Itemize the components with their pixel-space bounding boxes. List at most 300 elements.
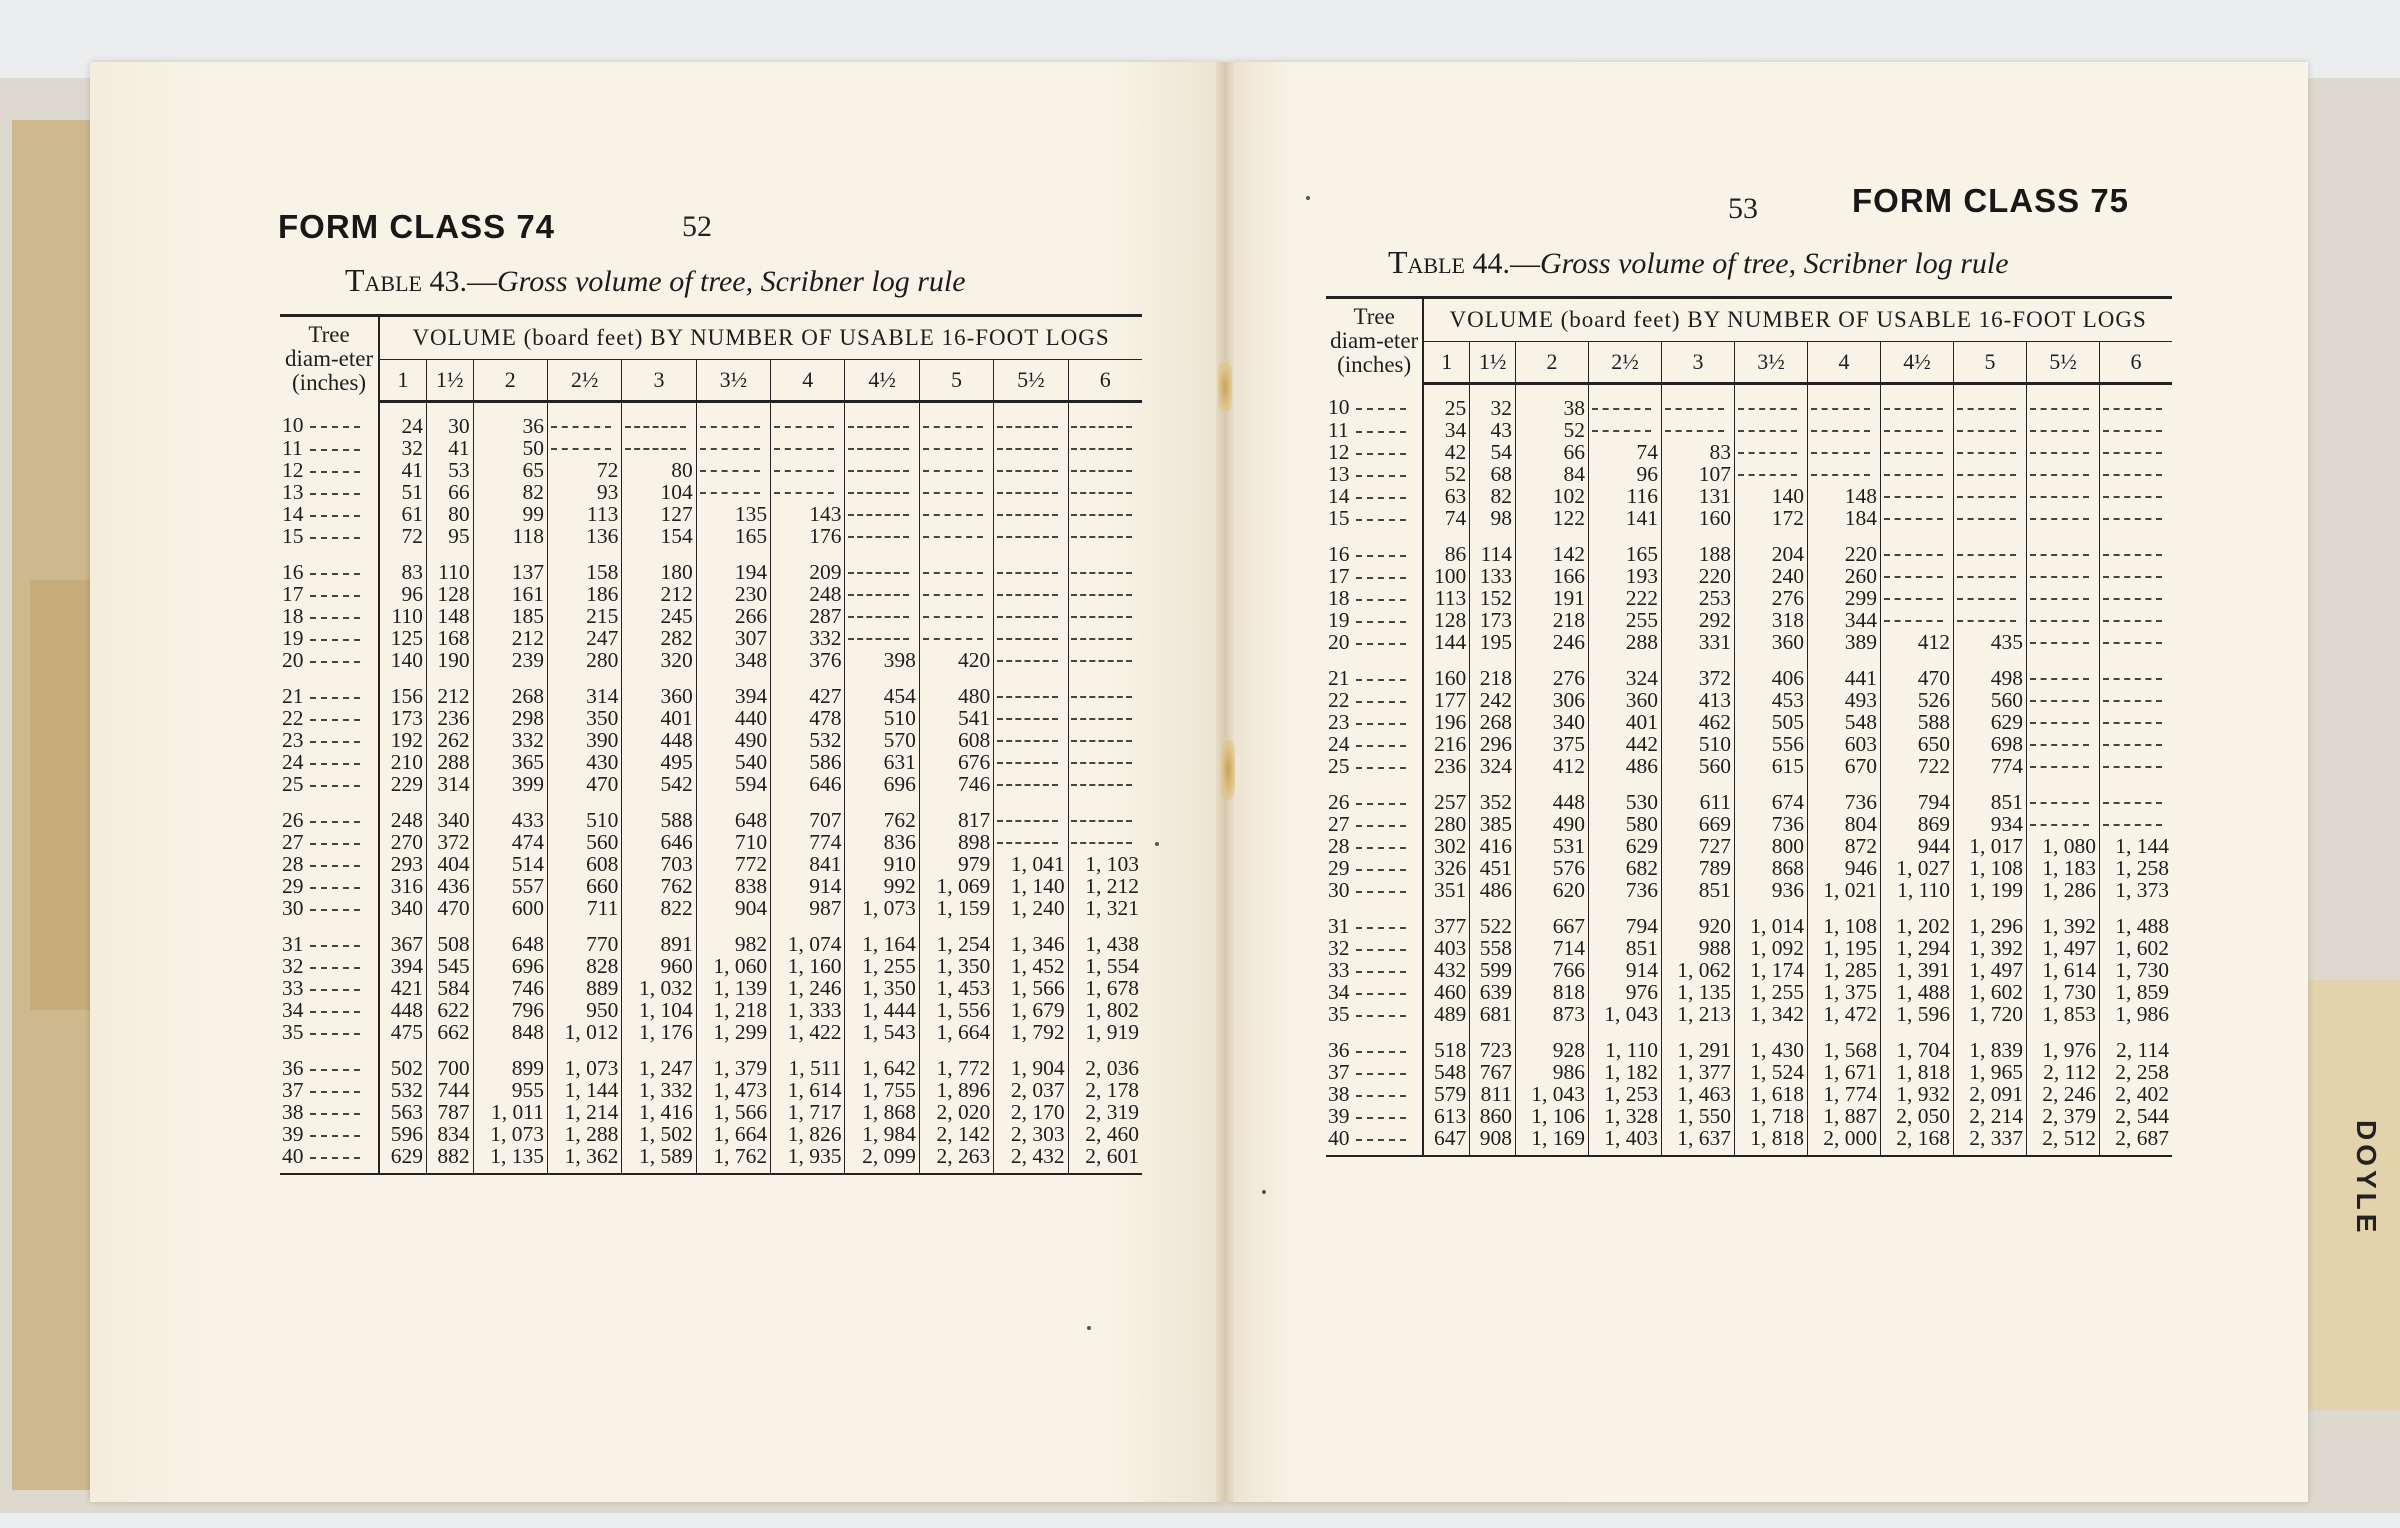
- tree-diameter-cell: [280, 1101, 379, 1123]
- dash-rule: [2030, 576, 2089, 578]
- tree-diameter-cell: [1326, 791, 1423, 813]
- volume-cell: 128: [1423, 609, 1469, 631]
- log-count-header: 1: [1423, 341, 1469, 383]
- volume-cell: 280: [1423, 813, 1469, 835]
- volume-cell: 372: [426, 831, 473, 853]
- volume-cell: 406: [1735, 667, 1808, 689]
- page-speck: [1155, 842, 1159, 846]
- volume-cell: 180: [622, 561, 696, 583]
- volume-cell: 1, 043: [1589, 1003, 1662, 1025]
- tree-diameter-value: 35: [1328, 1001, 1350, 1026]
- tree-diameter-cell: [280, 955, 379, 977]
- dash-rule: [1738, 452, 1797, 454]
- tree-diameter-value: 30: [282, 895, 304, 920]
- volume-cell: 1, 032: [622, 977, 696, 999]
- volume-cell: 1, 362: [547, 1145, 621, 1174]
- volume-cell: 541: [919, 707, 993, 729]
- volume-cell: 143: [771, 503, 845, 525]
- empty-volume-cell: [994, 605, 1068, 627]
- dash-rule: [2030, 700, 2089, 702]
- dash-rule: [1071, 842, 1132, 844]
- volume-cell: 696: [473, 955, 547, 977]
- empty-volume-cell: [845, 627, 919, 649]
- volume-cell: 421: [379, 977, 426, 999]
- volume-cell: 216: [1423, 733, 1469, 755]
- tree-diameter-value: 10: [1328, 394, 1350, 419]
- volume-cell: 811: [1470, 1083, 1516, 1105]
- tree-diameter-value: 38: [282, 1099, 304, 1124]
- volume-cell: 603: [1808, 733, 1881, 755]
- table-row: [1326, 1061, 2172, 1083]
- leader-dots: [310, 821, 360, 823]
- volume-cell: 1, 144: [2115, 833, 2169, 858]
- dash-rule: [997, 784, 1058, 786]
- leader-dots: [1356, 1095, 1406, 1097]
- dash-rule: [848, 594, 909, 596]
- tree-diameter-cell: [1326, 733, 1423, 755]
- volume-cell: 1, 379: [696, 1057, 770, 1079]
- volume-cell: 498: [1954, 667, 2027, 689]
- tree-diameter-cell: [1326, 587, 1423, 609]
- table-caption-text: Gross volume of tree, Scribner log rule: [497, 265, 966, 298]
- dash-rule: [551, 448, 612, 450]
- dash-rule: [1957, 576, 2016, 578]
- empty-volume-cell: [2027, 543, 2100, 565]
- volume-cell: 2, 099: [845, 1145, 919, 1174]
- tree-diameter-cell: [1326, 689, 1423, 711]
- volume-cell: 648: [696, 809, 770, 831]
- volume-cell: 394: [696, 685, 770, 707]
- group-spacer: [280, 671, 1142, 685]
- volume-cell: 2, 432: [994, 1145, 1068, 1174]
- tree-diameter-cell: [280, 773, 379, 795]
- dash-rule: [2030, 824, 2089, 826]
- table-caption-number: 43.—: [422, 265, 497, 298]
- table-row: [1326, 733, 2172, 755]
- leader-dots: [310, 887, 360, 889]
- table-row: [1326, 543, 2172, 565]
- dash-rule: [997, 660, 1058, 662]
- leader-dots: [1356, 497, 1406, 499]
- volume-cell: 318: [1735, 609, 1808, 631]
- table-row: [1326, 791, 2172, 813]
- volume-cell: 1, 169: [1516, 1127, 1589, 1156]
- volume-cell: 122: [1516, 507, 1589, 529]
- volume-cell: 427: [771, 685, 845, 707]
- volume-cell: 82: [473, 481, 547, 503]
- volume-cell: 474: [473, 831, 547, 853]
- dash-rule: [997, 740, 1058, 742]
- volume-cell: 166: [1516, 565, 1589, 587]
- log-count-header: 3: [622, 359, 696, 401]
- volume-cell: 292: [1662, 609, 1735, 631]
- dash-rule: [848, 492, 909, 494]
- table-row: [280, 853, 1142, 875]
- volume-cell: 192: [379, 729, 426, 751]
- tree-diameter-cell: [1326, 565, 1423, 587]
- volume-cell: 135: [696, 503, 770, 525]
- volume-cell: 43: [1470, 419, 1516, 441]
- dash-rule: [1071, 426, 1132, 428]
- table-row: [280, 999, 1142, 1021]
- table-row: [1326, 463, 2172, 485]
- page-number: 53: [1728, 192, 1758, 225]
- volume-cell: 1, 720: [1954, 1003, 2027, 1025]
- tree-diameter-cell: [1326, 1003, 1423, 1025]
- volume-cell: 470: [547, 773, 621, 795]
- volume-cell: 72: [379, 525, 426, 547]
- dash-rule: [1957, 430, 2016, 432]
- volume-cell: 262: [426, 729, 473, 751]
- leader-dots: [1356, 599, 1406, 601]
- volume-cell: 293: [379, 853, 426, 875]
- leader-dots: [310, 763, 360, 765]
- volume-cell: 454: [845, 685, 919, 707]
- volume-cell: 1, 240: [994, 897, 1068, 919]
- tree-diameter-value: 19: [1328, 607, 1350, 632]
- tree-diameter-value: 29: [282, 873, 304, 898]
- volume-cell: 125: [379, 627, 426, 649]
- volume-cell: 1, 818: [1735, 1127, 1808, 1156]
- dash-rule: [997, 572, 1058, 574]
- volume-cell: 107: [1662, 463, 1735, 485]
- volume-cell: 1, 416: [622, 1101, 696, 1123]
- volume-cell: 1, 350: [919, 955, 993, 977]
- volume-cell: 976: [1589, 981, 1662, 1003]
- volume-cell: 703: [622, 853, 696, 875]
- empty-volume-cell: [696, 437, 770, 459]
- empty-volume-cell: [1068, 831, 1142, 853]
- empty-volume-cell: [2100, 463, 2172, 485]
- volume-cell: 2, 601: [1068, 1145, 1142, 1174]
- volume-cell: 774: [1954, 755, 2027, 777]
- volume-cell: 1, 664: [696, 1123, 770, 1145]
- tree-diameter-cell: [280, 1145, 379, 1174]
- volume-cell: 1, 342: [1735, 1003, 1808, 1025]
- empty-volume-cell: [1881, 441, 1954, 463]
- empty-volume-cell: [845, 561, 919, 583]
- volume-cell: 1, 935: [771, 1145, 845, 1174]
- empty-volume-cell: [2027, 631, 2100, 653]
- volume-cell: 128: [426, 583, 473, 605]
- empty-volume-cell: [1735, 441, 1808, 463]
- tree-diameter-value: 14: [282, 501, 304, 526]
- tree-diameter-cell: [1326, 835, 1423, 857]
- table-caption-text: Gross volume of tree, Scribner log rule: [1540, 247, 2009, 280]
- volume-cell: 104: [622, 481, 696, 503]
- volume-cell: 324: [1589, 667, 1662, 689]
- tree-diameter-value: 34: [282, 997, 304, 1022]
- empty-volume-cell: [1068, 685, 1142, 707]
- volume-cell: 570: [845, 729, 919, 751]
- empty-volume-cell: [771, 401, 845, 437]
- volume-cell: 141: [1589, 507, 1662, 529]
- tree-diameter-cell: [280, 831, 379, 853]
- volume-cell: 1, 818: [1881, 1061, 1954, 1083]
- log-count-header: 4½: [845, 359, 919, 401]
- volume-cell: 52: [1423, 463, 1469, 485]
- log-count-header: 5½: [994, 359, 1068, 401]
- volume-cell: 1, 043: [1516, 1083, 1589, 1105]
- empty-volume-cell: [845, 525, 919, 547]
- table-row: [280, 525, 1142, 547]
- volume-cell: 2, 142: [919, 1123, 993, 1145]
- volume-cell: 314: [547, 685, 621, 707]
- volume-cell: 2, 303: [994, 1123, 1068, 1145]
- leader-dots: [1356, 1139, 1406, 1141]
- tree-diameter-value: 18: [1328, 585, 1350, 610]
- volume-cell: 236: [1423, 755, 1469, 777]
- leader-dots: [1356, 767, 1406, 769]
- volume-cell: 586: [771, 751, 845, 773]
- volume-cell: 540: [696, 751, 770, 773]
- volume-cell: 1, 772: [919, 1057, 993, 1079]
- volume-cell: 936: [1735, 879, 1808, 901]
- volume-cell: 898: [919, 831, 993, 853]
- table-row: [280, 875, 1142, 897]
- table-row: [280, 897, 1142, 919]
- volume-cell: 432: [1423, 959, 1469, 981]
- volume-cell: 736: [1808, 791, 1881, 813]
- tree-diameter-cell: [1326, 879, 1423, 901]
- table-row: [280, 831, 1142, 853]
- volume-cell: 1, 984: [845, 1123, 919, 1145]
- leader-dots: [1356, 577, 1406, 579]
- volume-cell: 1, 730: [2027, 981, 2100, 1003]
- dash-rule: [2103, 554, 2162, 556]
- empty-volume-cell: [845, 583, 919, 605]
- tree-diameter-value: 22: [1328, 687, 1350, 712]
- table-caption-label: Table: [1388, 244, 1465, 280]
- volume-cell: 490: [696, 729, 770, 751]
- empty-volume-cell: [547, 401, 621, 437]
- volume-cell: 268: [473, 685, 547, 707]
- volume-cell: 1, 704: [1881, 1039, 1954, 1061]
- volume-cell: 142: [1516, 543, 1589, 565]
- volume-cell: 648: [473, 933, 547, 955]
- leader-dots: [1356, 519, 1406, 521]
- volume-cell: 946: [1808, 857, 1881, 879]
- leader-dots: [310, 909, 360, 911]
- volume-cell: 2, 402: [2115, 1081, 2169, 1106]
- empty-volume-cell: [2027, 507, 2100, 529]
- volume-cell: 1, 174: [1735, 959, 1808, 981]
- empty-volume-cell: [1954, 485, 2027, 507]
- dash-rule: [2103, 824, 2162, 826]
- volume-cell: 1, 291: [1662, 1039, 1735, 1061]
- volume-cell: 1, 566: [994, 977, 1068, 999]
- empty-volume-cell: [1735, 463, 1808, 485]
- empty-volume-cell: [1068, 503, 1142, 525]
- volume-cell: 560: [547, 831, 621, 853]
- volume-cell: 160: [1423, 667, 1469, 689]
- volume-cell: 475: [379, 1021, 426, 1043]
- volume-cell: 1, 299: [696, 1021, 770, 1043]
- volume-cell: 838: [696, 875, 770, 897]
- volume-cell: 1, 377: [1662, 1061, 1735, 1083]
- volume-cell: 1, 543: [845, 1021, 919, 1043]
- dash-rule: [2103, 518, 2162, 520]
- table-row: [1326, 609, 2172, 631]
- tree-diameter-cell: [1326, 667, 1423, 689]
- volume-cell: 650: [1881, 733, 1954, 755]
- volume-cell: 834: [426, 1123, 473, 1145]
- leader-dots: [310, 493, 360, 495]
- empty-volume-cell: [1954, 463, 2027, 485]
- volume-cell: 2, 214: [1954, 1105, 2027, 1127]
- volume-cell: 836: [845, 831, 919, 853]
- log-count-header: 5½: [2027, 341, 2100, 383]
- table-caption-number: 44.—: [1465, 247, 1540, 280]
- volume-cell: 576: [1516, 857, 1589, 879]
- volume-cell: 276: [1735, 587, 1808, 609]
- volume-cell: 344: [1808, 609, 1881, 631]
- table-row: [1326, 565, 2172, 587]
- tree-diameter-value: 32: [1328, 935, 1350, 960]
- tree-diameter-value: 16: [282, 559, 304, 584]
- empty-volume-cell: [2027, 441, 2100, 463]
- volume-cell: 1, 596: [1881, 1003, 1954, 1025]
- volume-cell: 988: [1662, 937, 1735, 959]
- volume-cell: 1, 718: [1735, 1105, 1808, 1127]
- dash-rule: [1957, 620, 2016, 622]
- empty-volume-cell: [2100, 507, 2172, 529]
- volume-table: [280, 314, 1142, 1175]
- volume-cell: 1, 438: [1085, 931, 1139, 956]
- leader-dots: [1356, 1117, 1406, 1119]
- table-row: [280, 649, 1142, 671]
- empty-volume-cell: [1068, 525, 1142, 547]
- volume-cell: 1, 195: [1808, 937, 1881, 959]
- volume-cell: 215: [547, 605, 621, 627]
- volume-cell: 629: [1589, 835, 1662, 857]
- volume-cell: 420: [919, 649, 993, 671]
- volume-cell: 860: [1470, 1105, 1516, 1127]
- dash-rule: [2103, 496, 2162, 498]
- volume-cell: 1, 391: [1881, 959, 1954, 981]
- leader-dots: [310, 989, 360, 991]
- dash-rule: [774, 470, 835, 472]
- dash-rule: [1738, 408, 1797, 410]
- empty-volume-cell: [1808, 441, 1881, 463]
- table-row: [1326, 1083, 2172, 1105]
- table-row: [280, 605, 1142, 627]
- volume-cell: 629: [1954, 711, 2027, 733]
- volume-cell: 1, 859: [2115, 979, 2169, 1004]
- volume-cell: 1, 254: [919, 933, 993, 955]
- dash-rule: [1071, 616, 1132, 618]
- volume-cell: 1, 350: [845, 977, 919, 999]
- volume-cell: 165: [1589, 543, 1662, 565]
- volume-cell: 495: [622, 751, 696, 773]
- tree-diameter-cell: [1326, 755, 1423, 777]
- dash-rule: [2030, 408, 2089, 410]
- dash-rule: [1071, 572, 1132, 574]
- volume-cell: 30: [426, 401, 473, 437]
- table-row: [1326, 1003, 2172, 1025]
- empty-volume-cell: [2027, 565, 2100, 587]
- table-row: [1326, 879, 2172, 901]
- tree-diameter-cell: [1326, 813, 1423, 835]
- volume-cell: 1, 453: [919, 977, 993, 999]
- volume-cell: 113: [1423, 587, 1469, 609]
- leader-dots: [1356, 408, 1406, 410]
- volume-cell: 152: [1470, 587, 1516, 609]
- tree-diameter-value: 27: [1328, 811, 1350, 836]
- leader-dots: [310, 1135, 360, 1137]
- leader-dots: [1356, 825, 1406, 827]
- volume-cell: 133: [1470, 565, 1516, 587]
- leader-dots: [1356, 927, 1406, 929]
- dash-rule: [2030, 430, 2089, 432]
- volume-cell: 1, 671: [1808, 1061, 1881, 1083]
- volume-cell: 212: [426, 685, 473, 707]
- volume-cell: 86: [1423, 543, 1469, 565]
- dash-rule: [1884, 496, 1943, 498]
- volume-cell: 240: [1735, 565, 1808, 587]
- volume-cell: 736: [1735, 813, 1808, 835]
- volume-cell: 84: [1516, 463, 1589, 485]
- volume-cell: 96: [1589, 463, 1662, 485]
- empty-volume-cell: [1808, 383, 1881, 419]
- dash-rule: [700, 492, 761, 494]
- volume-cell: 1, 853: [2027, 1003, 2100, 1025]
- volume-cell: 372: [1662, 667, 1735, 689]
- volume-cell: 613: [1423, 1105, 1469, 1127]
- volume-cell: 38: [1516, 383, 1589, 419]
- volume-cell: 61: [379, 503, 426, 525]
- tree-diameter-cell: [280, 707, 379, 729]
- leader-dots: [310, 617, 360, 619]
- volume-cell: 1, 524: [1735, 1061, 1808, 1083]
- tree-diameter-cell: [1326, 937, 1423, 959]
- tree-diameter-value: 31: [1328, 913, 1350, 938]
- tree-diameter-cell: [1326, 419, 1423, 441]
- empty-volume-cell: [1068, 401, 1142, 437]
- volume-cell: 95: [426, 525, 473, 547]
- volume-cell: 558: [1470, 937, 1516, 959]
- tree-diameter-value: 33: [282, 975, 304, 1000]
- dash-rule: [1811, 474, 1870, 476]
- volume-cell: 1, 932: [1881, 1083, 1954, 1105]
- empty-volume-cell: [994, 685, 1068, 707]
- volume-cell: 828: [547, 955, 621, 977]
- tree-diameter-value: 30: [1328, 877, 1350, 902]
- table-row: [1326, 689, 2172, 711]
- empty-volume-cell: [1662, 383, 1735, 419]
- dash-rule: [1071, 492, 1132, 494]
- page-speck: [1306, 196, 1310, 200]
- dash-rule: [923, 616, 984, 618]
- volume-cell: 351: [1423, 879, 1469, 901]
- tree-diameter-value: 14: [1328, 483, 1350, 508]
- dash-rule: [848, 448, 909, 450]
- volume-cell: 955: [473, 1079, 547, 1101]
- volume-cell: 899: [473, 1057, 547, 1079]
- volume-cell: 168: [426, 627, 473, 649]
- empty-volume-cell: [994, 503, 1068, 525]
- volume-cell: 220: [1808, 543, 1881, 565]
- volume-cell: 280: [547, 649, 621, 671]
- volume-cell: 116: [1589, 485, 1662, 507]
- volume-cell: 32: [1470, 383, 1516, 419]
- volume-cell: 548: [1808, 711, 1881, 733]
- tree-diameter-value: 23: [282, 727, 304, 752]
- empty-volume-cell: [2100, 383, 2172, 419]
- tree-diameter-cell: [280, 561, 379, 583]
- volume-cell: 1, 108: [1954, 857, 2027, 879]
- volume-cell: 229: [379, 773, 426, 795]
